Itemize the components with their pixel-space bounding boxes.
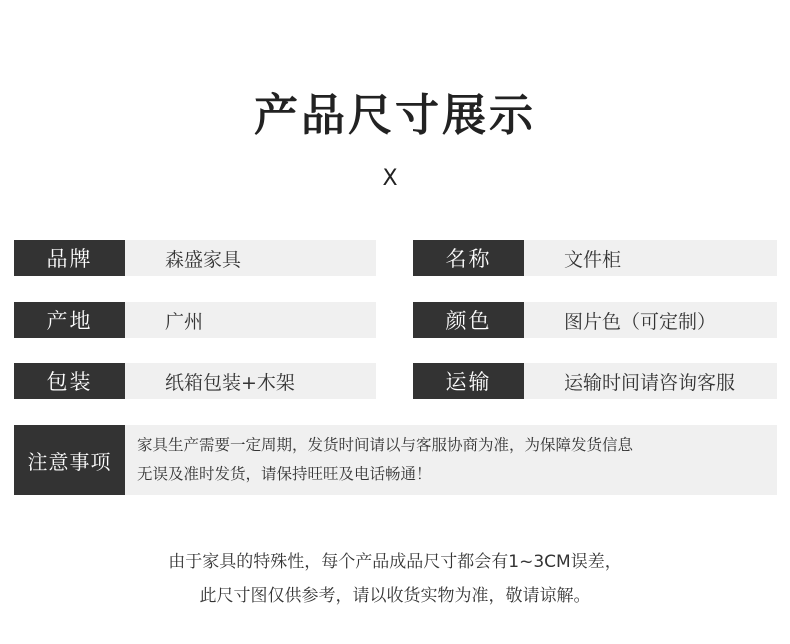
spec-label: 颜色	[413, 302, 524, 338]
spec-value: 纸箱包装+木架	[125, 363, 376, 399]
notice-label: 注意事项	[14, 425, 125, 495]
spec-row-brand	[14, 240, 376, 276]
disclaimer-line: 此尺寸图仅供参考，请以收货实物为准，敬请谅解。	[199, 586, 591, 606]
disclaimer-line: 由于家具的特殊性，每个产品成品尺寸都会有1~3CM误差，	[168, 552, 622, 572]
spec-value: 广州	[125, 302, 376, 338]
spec-row-origin	[14, 302, 376, 338]
spec-value: 文件柜	[524, 240, 777, 276]
spec-value: 运输时间请咨询客服	[524, 363, 777, 399]
page-title: 产品尺寸展示	[254, 90, 536, 141]
spec-label: 名称	[413, 240, 524, 276]
spec-label: 运输	[413, 363, 524, 399]
notice-line: 家具生产需要一定周期，发货时间请以与客服协商为准，为保障发货信息	[137, 436, 634, 454]
spec-row-color	[413, 302, 777, 338]
spec-value: 森盛家具	[125, 240, 376, 276]
spec-row-packaging	[14, 363, 376, 399]
notice-text	[125, 425, 777, 495]
spec-row-name	[413, 240, 777, 276]
spec-row-shipping	[413, 363, 777, 399]
disclaimer	[0, 545, 790, 613]
spec-label: 品牌	[14, 240, 125, 276]
page-subtitle: X	[382, 166, 398, 191]
spec-value: 图片色（可定制）	[524, 302, 777, 338]
spec-label: 包装	[14, 363, 125, 399]
notice-line: 无误及准时发货，请保持旺旺及电话畅通！	[137, 465, 432, 483]
spec-label: 产地	[14, 302, 125, 338]
notice-row	[14, 425, 777, 495]
